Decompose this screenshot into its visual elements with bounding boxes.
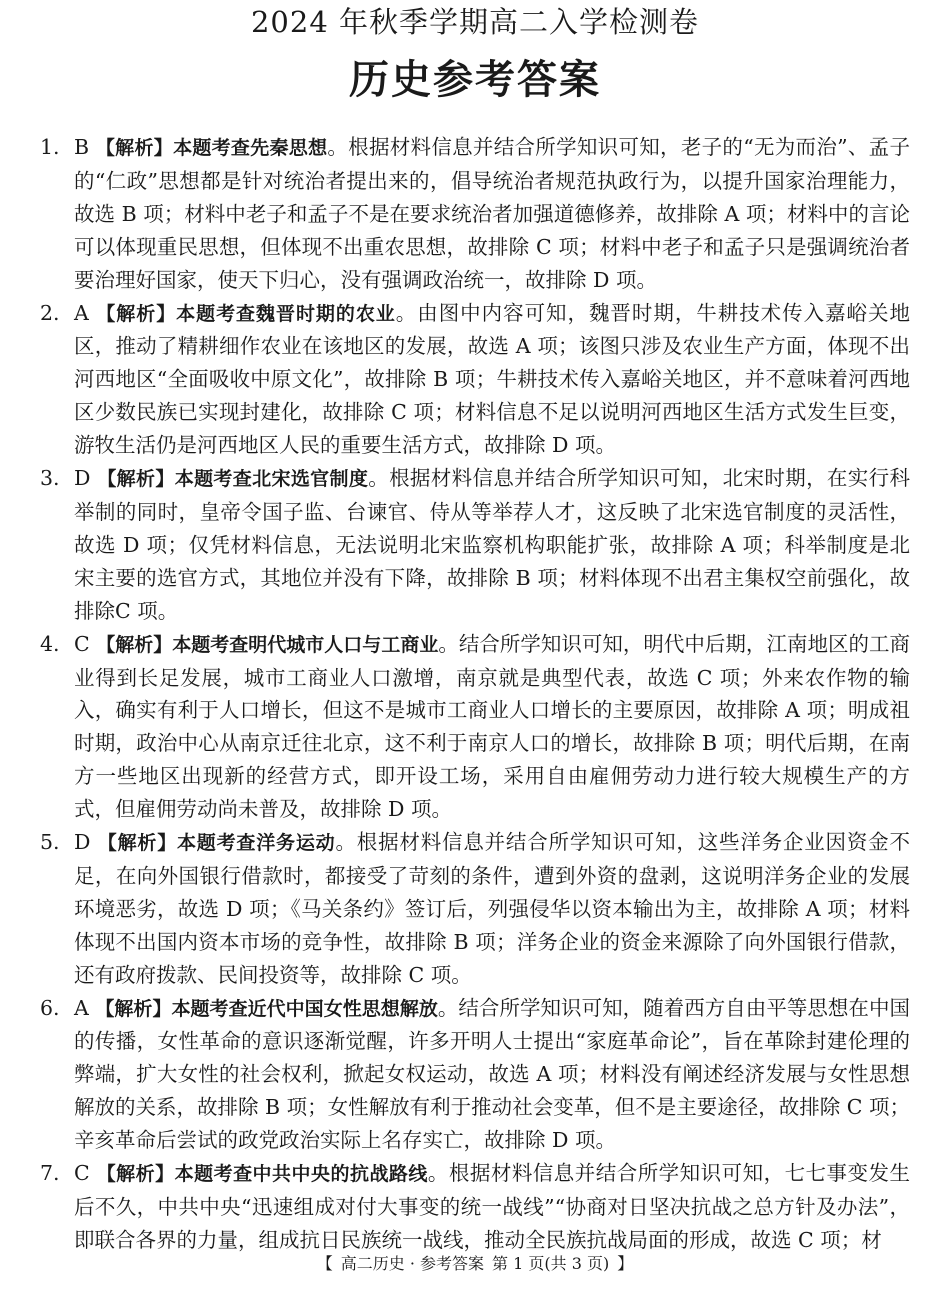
question-number: 3.	[40, 466, 60, 491]
question-topic: 本题考查魏晋时期的农业	[176, 302, 396, 325]
footer-course: 高二历史 · 参考答案	[340, 1254, 485, 1273]
answer-explanation: 。结合所学知识可知，随着西方自由平等思想在中国的传播，女性革命的意识逐渐觉醒，许多开明人士提出“家庭革命论”，旨在革除封建伦理的弊端，扩大女性的社会权利，掀起女权运动，故选 A 项；材料没有阐述经济发展与女性思想解放的关系，故排除 B 项；女性解放有利于推动社会变革，但不是主要途径，故排除 C 项；辛亥革命后尝试的政党政治实际上名存实亡，故排除 D 项。	[74, 995, 910, 1153]
answer-item-1	[40, 131, 910, 297]
answer-item-5	[40, 826, 910, 992]
page-footer	[0, 1253, 950, 1275]
question-number: 4.	[40, 631, 60, 656]
answer-item-4	[40, 628, 910, 826]
answer-explanation: 。结合所学知识可知，明代中后期，江南地区的工商业得到长足发展，城市工商业人口激增，南京就是典型代表，故选 C 项；外来农作物的输入，确实有利于人口增长，但这不是城市工商业人口增长的主要原因，故排除 A 项；明成祖时期，政治中心从南京迁往北京，这不利于南京人口的增长，故排除 B 项；明代后期，在南方一些地区出现新的经营方式，即开设工场，采用自由雇佣劳动力进行较大规模生产的方式，但雇佣劳动尚未普及，故排除 D 项。	[74, 631, 910, 822]
question-topic: 本题考查中共中央的抗战路线	[174, 1163, 428, 1186]
analysis-tag: 【解析】	[96, 302, 177, 325]
analysis-tag: 【解析】	[95, 137, 174, 159]
answer-choice: A	[74, 300, 89, 325]
answer-explanation: 。根据材料信息并结合所学知识可知，老子的“无为而治”、孟子的“仁政”思想都是针对统治者提出来的，倡导统治者规范执政行为，以提升国家治理能力，故选 B 项；材料中老子和孟子不是在要求统治者加强道德修养，故排除 A 项；材料中的言论可以体现重民思想，但体现不出重农思想，故排除 C 项；材料中老子和孟子只是强调统治者要治理好国家，使天下归心，没有强调政治统一，故排除 D 项。	[74, 135, 910, 292]
analysis-tag: 【解析】	[97, 832, 177, 855]
question-number: 5.	[40, 830, 60, 855]
question-number: 1.	[40, 135, 60, 159]
question-topic: 本题考查洋务运动	[177, 832, 336, 855]
question-topic: 本题考查先秦思想	[173, 137, 328, 159]
answer-choice: A	[74, 995, 89, 1020]
question-topic: 本题考查明代城市人口与工商业	[172, 633, 439, 656]
answer-key-title: 历史参考答案	[349, 56, 601, 103]
answer-explanation: 。根据材料信息并结合所学知识可知，七七事变发生后不久，中共中央“迅速组成对付大事变的统一战线”“协商对日坚决抗战之总方针及办法”，即联合各界的力量，组成抗日民族统一战线，推动全民族抗战局面的形成，故选 C 项；材	[74, 1161, 910, 1252]
answer-item-6	[40, 992, 910, 1158]
answer-item-3	[40, 462, 910, 628]
answer-list	[40, 131, 910, 1257]
answer-item-2	[40, 297, 910, 463]
footer-open-bracket: 【	[316, 1254, 333, 1273]
analysis-tag: 【解析】	[95, 997, 172, 1020]
question-number: 2.	[40, 300, 60, 325]
question-topic: 本题考查近代中国女性思想解放	[171, 997, 438, 1020]
answer-choice: C	[74, 631, 90, 656]
footer-page-number: 第 1 页(共 3 页)	[492, 1254, 610, 1273]
analysis-tag: 【解析】	[96, 1163, 175, 1186]
answer-choice: D	[74, 466, 91, 491]
question-number: 6.	[40, 995, 60, 1020]
footer-close-bracket: 】	[617, 1254, 634, 1273]
analysis-tag: 【解析】	[97, 468, 175, 491]
answer-choice: B	[74, 135, 90, 159]
answer-explanation: 。根据材料信息并结合所学知识可知，北宋时期，在实行科举制的同时，皇帝令国子监、台谏官、侍从等举荐人才，这反映了北宋选官制度的灵活性，故选 D 项；仅凭材料信息，无法说明北宋监察机构职能扩张，故排除 A 项；科举制度是北宋主要的选官方式，其地位并没有下降，故排除 B 项；材料体现不出君主集权空前强化，故排除C 项。	[74, 466, 910, 623]
analysis-tag: 【解析】	[96, 633, 173, 656]
document-header	[0, 0, 950, 104]
answer-choice: C	[74, 1161, 90, 1186]
answer-explanation: 。根据材料信息并结合所学知识可知，这些洋务企业因资金不足，在向外国银行借款时，都接受了苛刻的条件，遭到外资的盘剥，这说明洋务企业的发展环境恶劣，故选 D 项；《马关条约》签订后，列强侵华以资本输出为主，故排除 A 项；材料体现不出国内资本市场的竞争性，故排除 B 项；洋务企业的资金来源除了向外国银行借款，还有政府拨款、民间投资等，故排除 C 项。	[74, 830, 910, 987]
answer-choice: D	[74, 830, 91, 855]
answer-item-7	[40, 1157, 910, 1257]
question-number: 7.	[40, 1161, 60, 1186]
answer-explanation: 。由图中内容可知，魏晋时期，牛耕技术传入嘉峪关地区，推动了精耕细作农业在该地区的发展，故选 A 项；该图只涉及农业生产方面，体现不出河西地区“全面吸收中原文化”，故排除 B 项；牛耕技术传入嘉峪关地区，并不意味着河西地区少数民族已实现封建化，故排除 C 项；材料信息不足以说明河西地区生活方式发生巨变，游牧生活仍是河西地区人民的重要生活方式，故排除 D 项。	[74, 300, 910, 458]
exam-title: 2024 年秋季学期高二入学检测卷	[250, 5, 700, 39]
question-topic: 本题考查北宋选官制度	[174, 468, 369, 491]
